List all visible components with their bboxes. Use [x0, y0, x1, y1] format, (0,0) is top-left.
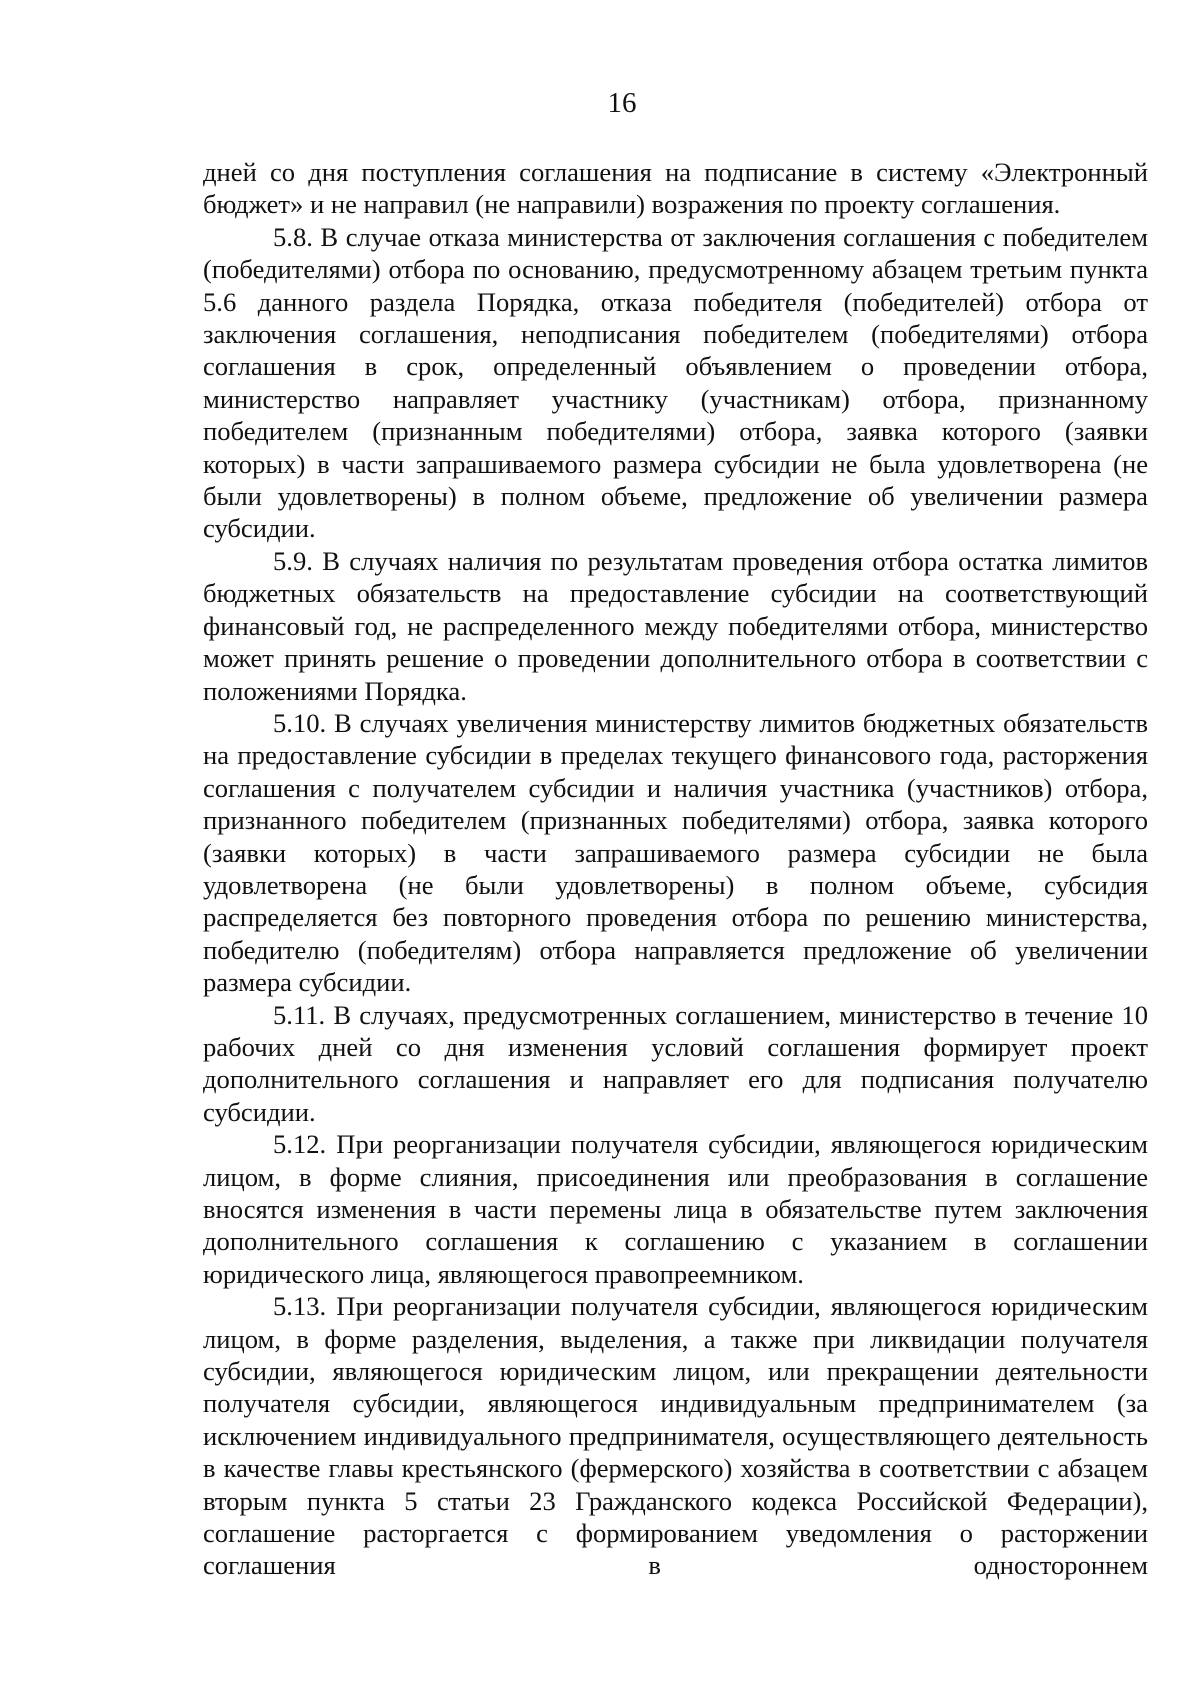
- paragraph-5-12: 5.12. При реорганизации получателя субсидии, являющегося юридическим лицом, в форме слияния, присоединения или преобразования в соглашение вносятся изменения в части перемены лица в обязательстве путем заключения дополнительного соглашения к соглашению с указанием в соглашении юридического лица, являющегося правопреемником.: [203, 1129, 1148, 1289]
- paragraph-5-8: 5.8. В случае отказа министерства от заключения соглашения с победителем (победителями) отбора по основанию, предусмотренному абзацем третьим пункта 5.6 данного раздела Порядка, отказа победителя (победителей) отбора от заключения соглашения, неподписания победителем (победителями) отбора соглашения в срок, определенный объявлением о проведении отбора, министерство направляет участнику (участникам) отбора, признанному победителем (признанным победителями) отбора, заявка которого (заявки которых) в части запрашиваемого размера субсидии не была удовлетворена (не были удовлетворены) в полном объеме, предложение об увеличении размера субсидии.: [203, 221, 1148, 544]
- page-number: 16: [607, 87, 637, 119]
- paragraph-5-13: 5.13. При реорганизации получателя субсидии, являющегося юридическим лицом, в форме разделения, выделения, а также при ликвидации получателя субсидии, являющегося юридическим лицом, или прекращении деятельности получателя субсидии, являющегося индивидуальным предпринимателем (за исключением индивидуального предпринимателя, осуществляющего деятельность в качестве главы крестьянского (фермерского) хозяйства в соответствии с абзацем вторым пункта 5 статьи 23 Гражданского кодекса Российской Федерации), соглашение расторгается с формированием уведомления о расторжении соглашения в одностороннем: [203, 1291, 1148, 1581]
- paragraph-5-11: 5.11. В случаях, предусмотренных соглашением, министерство в течение 10 рабочих дней со дня изменения условий соглашения формирует проект дополнительного соглашения и направляет его для подписания получателю субсидии.: [203, 999, 1148, 1127]
- paragraph-5-9: 5.9. В случаях наличия по результатам проведения отбора остатка лимитов бюджетных обязательств на предоставление субсидии на соответствующий финансовый год, не распределенного между победителями отбора, министерство может принять решение о проведении дополнительного отбора в соответствии с положениями Порядка.: [203, 545, 1148, 706]
- paragraph-continuation: дней со дня поступления соглашения на подписание в систему «Электронный бюджет» и не направил (не направили) возражения по проекту соглашения.: [203, 157, 1148, 220]
- document-body: [203, 156, 1148, 1582]
- paragraph-5-10: 5.10. В случаях увеличения министерству лимитов бюджетных обязательств на предоставление субсидии в пределах текущего финансового года, расторжения соглашения с получателем субсидии и наличия участника (участников) отбора, признанного победителем (признанных победителями) отбора, заявка которого (заявки которых) в части запрашиваемого размера субсидии не была удовлетворена (не были удовлетворены) в полном объеме, субсидия распределяется без повторного проведения отбора по решению министерства, победителю (победителям) отбора направляется предложение об увеличении размера субсидии.: [203, 707, 1148, 998]
